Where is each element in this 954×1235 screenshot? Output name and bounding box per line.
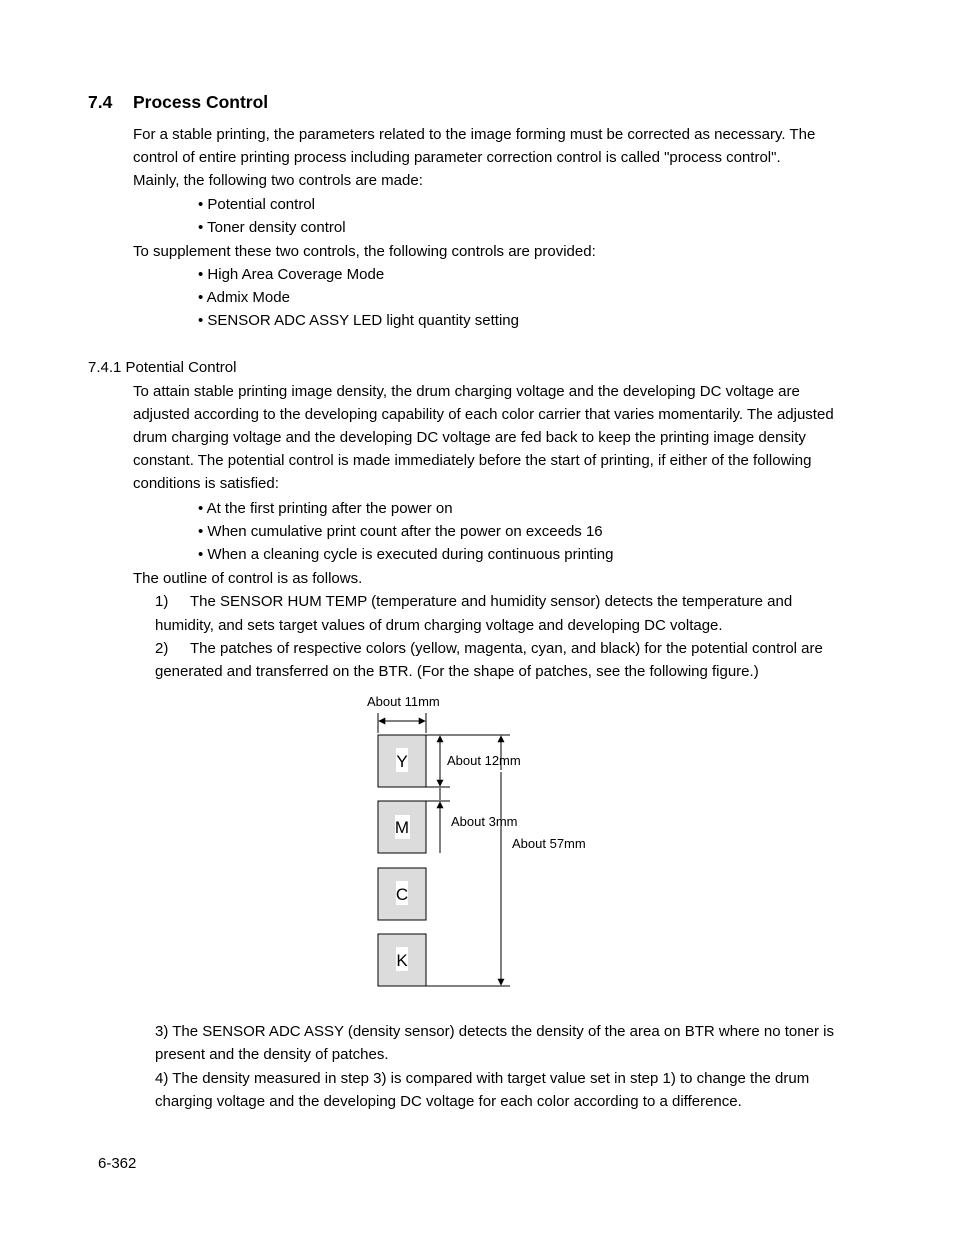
step-3: [155, 1020, 834, 1066]
list-item: • When a cleaning cycle is executed during continuous printing: [198, 546, 614, 563]
supplement-controls-list: [198, 263, 519, 332]
paragraph-line: conditions is satisfied:: [133, 475, 279, 492]
patch-label: C: [395, 885, 409, 904]
step-text: The SENSOR HUM TEMP (temperature and humidity sensor) detects the temperature and: [190, 593, 793, 610]
page-number: 6-362: [98, 1155, 137, 1172]
list-item: • Toner density control: [198, 219, 346, 236]
paragraph-line: drum charging voltage and the developing DC voltage are fed back to keep the printing image density: [133, 429, 806, 446]
gap-label: About 3mm: [451, 814, 518, 829]
step-text: charging voltage and the developing DC voltage for each color according to a difference.: [155, 1093, 742, 1110]
subsection-title: 7.4.1 Potential Control: [88, 359, 237, 376]
step-text: 3) The SENSOR ADC ASSY (density sensor) detects the density of the area on BTR where no toner is: [155, 1023, 834, 1040]
width-label: About 11mm: [367, 694, 440, 709]
step-number: 2): [155, 640, 169, 657]
total-label: About 57mm: [512, 836, 586, 851]
list-item: • When cumulative print count after the power on exceeds 16: [198, 523, 603, 540]
step-text: The patches of respective colors (yellow, magenta, cyan, and black) for the potential control are: [190, 640, 823, 657]
list-item: • High Area Coverage Mode: [198, 266, 385, 283]
step-text: present and the density of patches.: [155, 1046, 389, 1063]
paragraph-line: constant. The potential control is made immediately before the start of printing, if either of the following: [133, 452, 812, 469]
main-controls-list: [198, 193, 346, 239]
step-text: generated and transferred on the BTR. (For the shape of patches, see the following figure.): [155, 663, 759, 680]
outline-intro: The outline of control is as follows.: [133, 570, 363, 587]
step-4: [155, 1067, 809, 1113]
potential-paragraph: [133, 380, 834, 495]
patch-label: Y: [396, 752, 408, 771]
total-dimension: [426, 736, 586, 986]
patch-y: [378, 735, 426, 787]
step-text: humidity, and sets target values of drum charging voltage and developing DC voltage.: [155, 617, 723, 634]
height-dimension: [426, 735, 521, 787]
patch-figure: [340, 688, 630, 998]
section-number: 7.4: [88, 92, 113, 112]
step-number: 1): [155, 593, 169, 610]
height-label: About 12mm: [447, 753, 521, 768]
step-text: 4) The density measured in step 3) is compared with target value set in step 1) to change the drum: [155, 1070, 810, 1087]
intro-line: For a stable printing, the parameters related to the image forming must be corrected as necessary. The: [133, 126, 816, 143]
section-title: Process Control: [133, 92, 269, 112]
intro-line: control of entire printing process including parameter correction control is called "process control".: [133, 149, 781, 166]
patch-label: M: [394, 818, 410, 837]
width-dimension: [367, 694, 440, 733]
patch-m: [378, 801, 426, 853]
patch-c: [378, 868, 426, 920]
intro-paragraph: [133, 123, 815, 192]
supplement-intro: To supplement these two controls, the following controls are provided:: [133, 243, 596, 260]
list-item: • SENSOR ADC ASSY LED light quantity setting: [198, 312, 519, 329]
paragraph-line: To attain stable printing image density, the drum charging voltage and the developing DC voltage are: [133, 383, 800, 400]
patch-k: [378, 934, 426, 986]
list-item: • Potential control: [198, 196, 315, 213]
patch-label: K: [396, 951, 408, 970]
list-item: • Admix Mode: [198, 289, 290, 306]
paragraph-line: adjusted according to the developing capability of each color carrier that varies momentarily. The adjusted: [133, 406, 834, 423]
list-item: • At the first printing after the power on: [198, 500, 453, 517]
intro-line: Mainly, the following two controls are made:: [133, 172, 423, 189]
conditions-list: [198, 497, 614, 566]
gap-dimension: [426, 788, 517, 853]
